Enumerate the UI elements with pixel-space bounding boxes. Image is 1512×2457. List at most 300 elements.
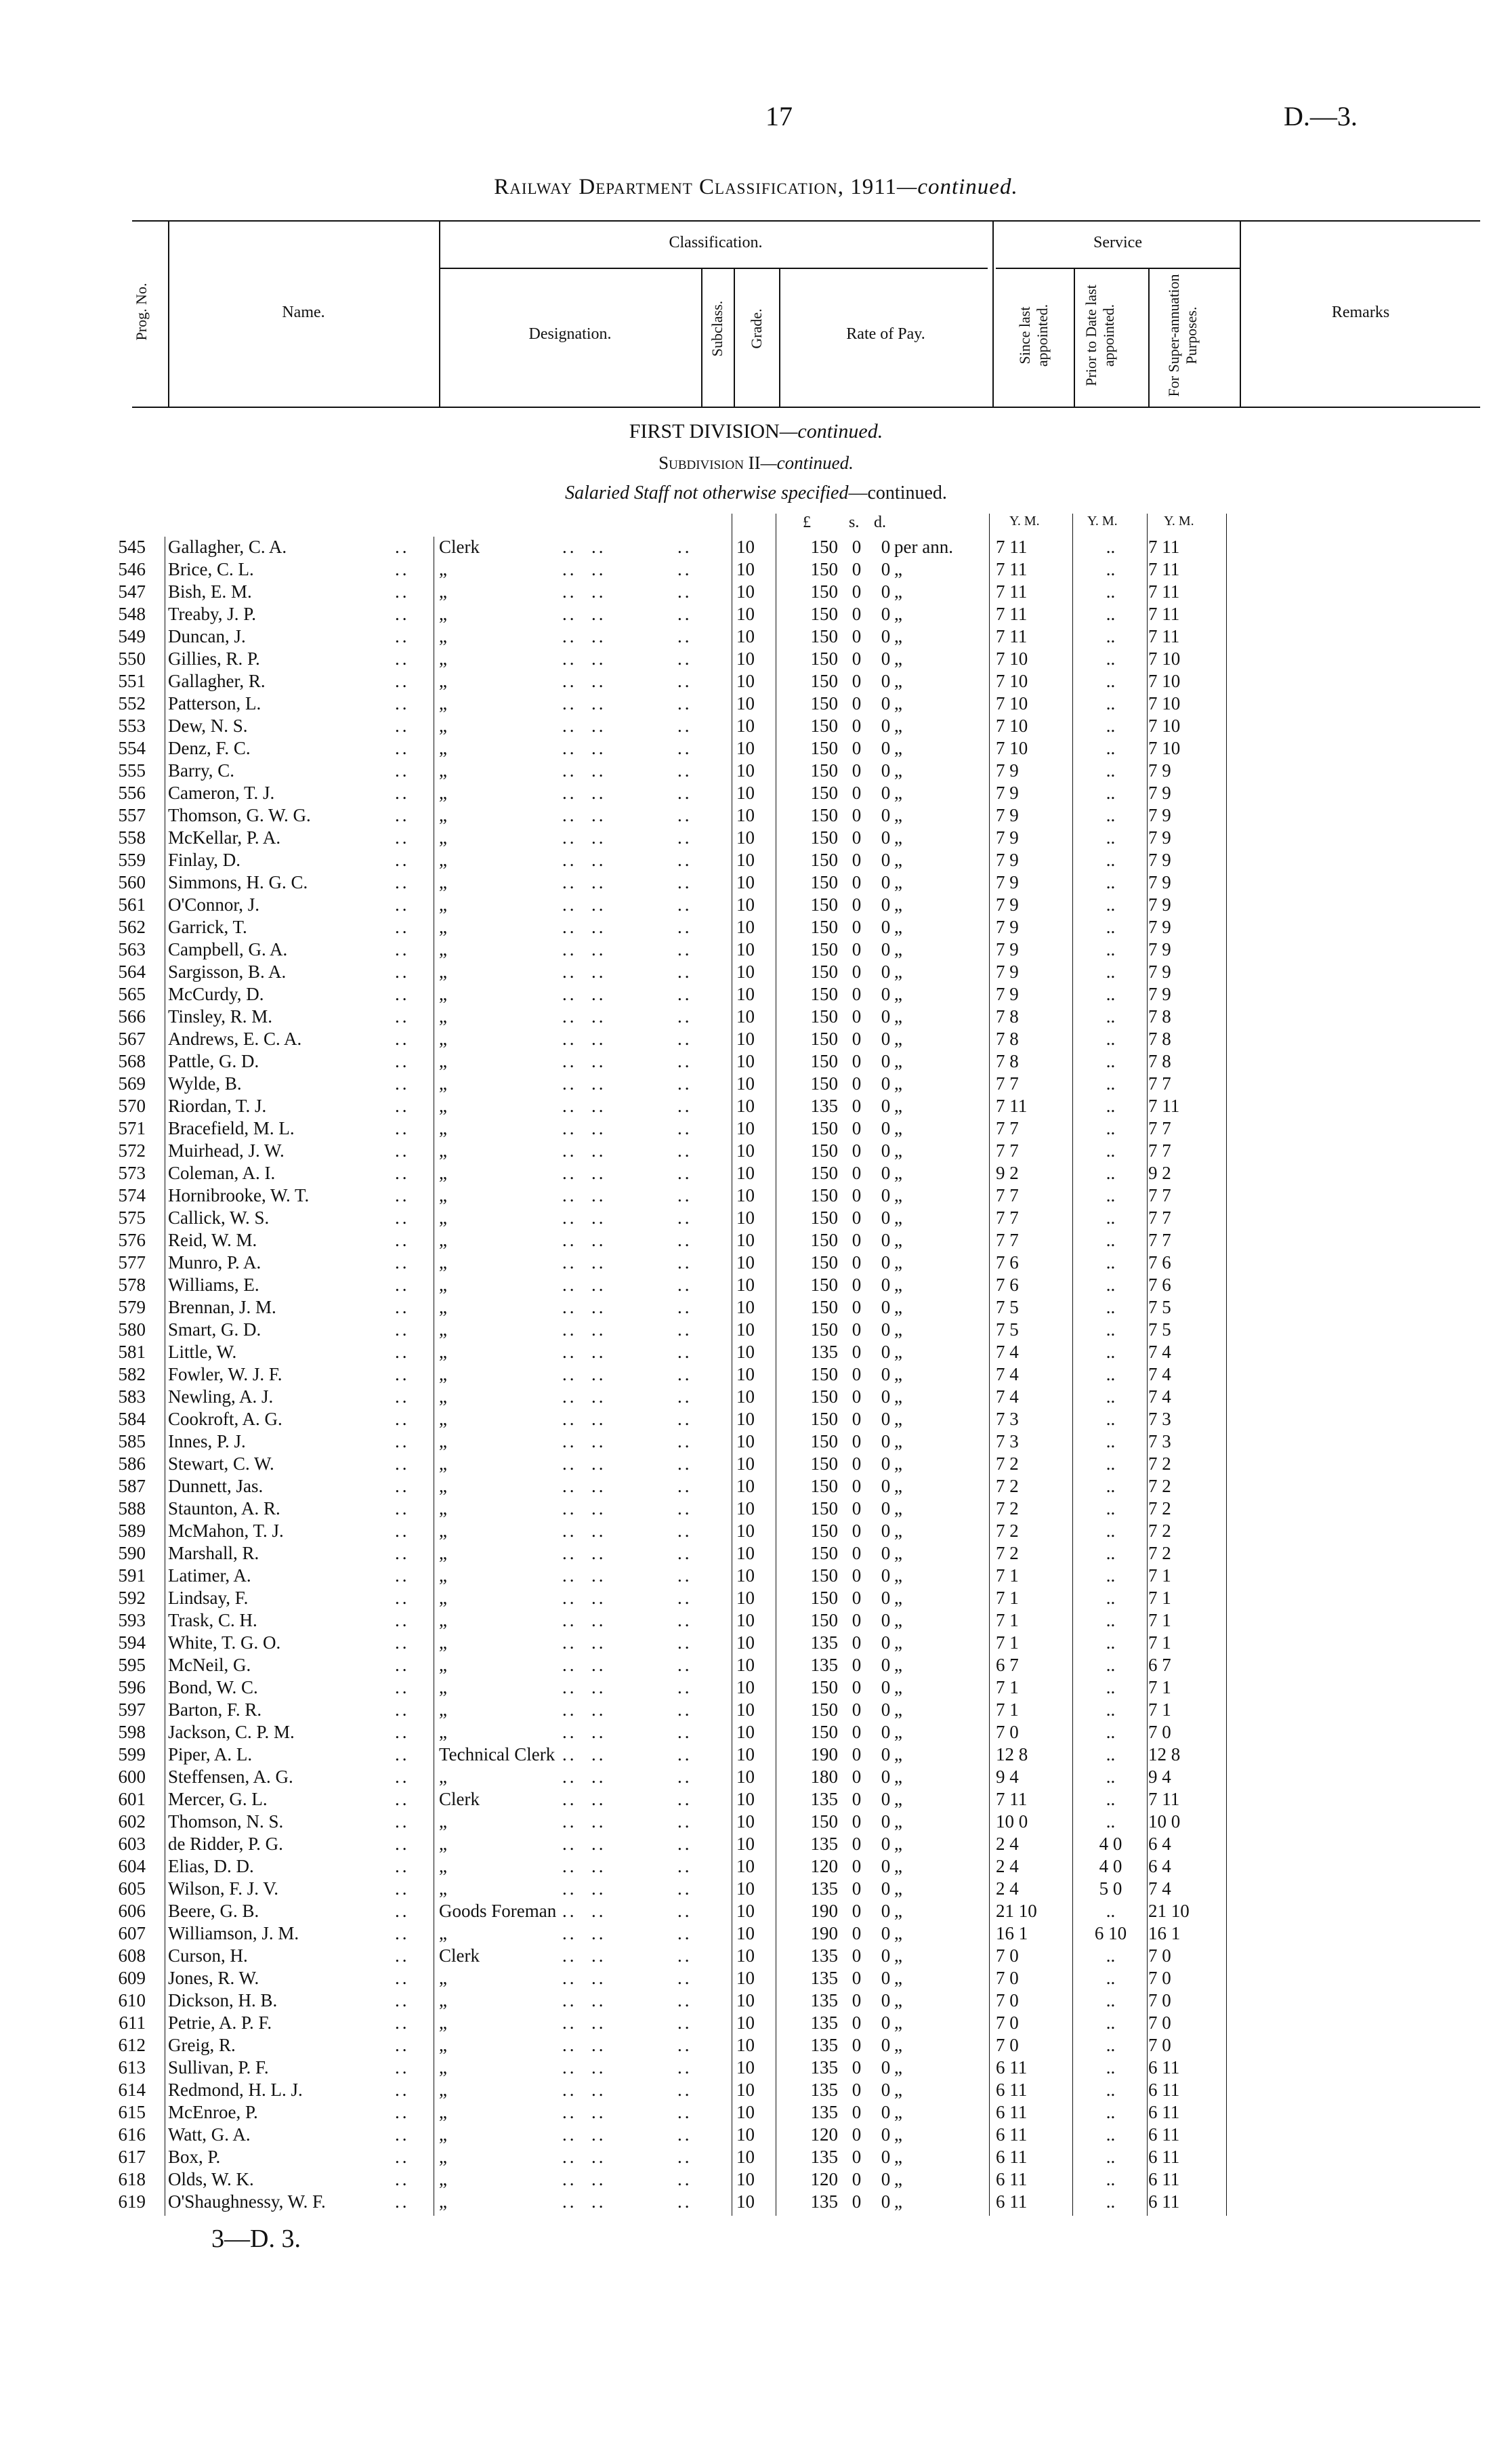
prior-cell: .. (1106, 1990, 1116, 2010)
pay-period-cell: „ (894, 1431, 902, 1451)
pay-pence-cell: 0 (881, 1923, 891, 1943)
prog-no-cell: 585 (118, 1431, 146, 1451)
pay-shillings-cell: 0 (852, 1677, 862, 1697)
pay-pounds-cell: 150 (810, 693, 838, 714)
pay-period-cell: „ (894, 1163, 902, 1183)
prog-no-cell: 594 (118, 1632, 146, 1653)
superannuation-cell: 7 10 (1148, 738, 1181, 758)
table-row (0, 2080, 1512, 2102)
since-last-cell: 7 1 (996, 1677, 1019, 1697)
leader-dots: .. (395, 1655, 410, 1675)
leader-dots: .. .. (562, 1990, 606, 2010)
leader-dots: .. (677, 693, 692, 714)
pay-pence-cell: 0 (881, 1655, 891, 1675)
superannuation-cell: 12 8 (1148, 1744, 1181, 1764)
designation-cell: „ (439, 1073, 447, 1094)
leader-dots: .. (395, 1878, 410, 1899)
col-sep-rate (992, 220, 994, 408)
name-cell: Bracefield, M. L. (168, 1118, 295, 1138)
table-row (0, 1453, 1512, 1476)
superannuation-cell: 7 7 (1148, 1230, 1171, 1250)
name-cell: Tinsley, R. M. (168, 1006, 273, 1027)
pay-shillings-cell: 0 (852, 1498, 862, 1519)
table-row (0, 2191, 1512, 2214)
leader-dots: .. .. (562, 1386, 606, 1407)
name-cell: Thomson, G. W. G. (168, 805, 311, 825)
since-last-cell: 7 1 (996, 1588, 1019, 1608)
prog-no-cell: 569 (118, 1073, 146, 1094)
designation-cell: „ (439, 2057, 447, 2078)
division-text: FIRST DIVISION (629, 420, 780, 442)
pay-pence-cell: 0 (881, 1073, 891, 1094)
pay-period-cell: „ (894, 693, 902, 714)
superannuation-cell: 7 7 (1148, 1118, 1171, 1138)
pay-pence-cell: 0 (881, 1945, 891, 1966)
pay-period-cell: „ (894, 850, 902, 870)
leader-dots: .. (677, 671, 692, 691)
since-last-cell: 12 8 (996, 1744, 1028, 1764)
prog-no-cell: 545 (118, 537, 146, 557)
designation-cell: „ (439, 1677, 447, 1697)
leader-dots: .. (395, 1945, 410, 1966)
leader-dots: .. (677, 2102, 692, 2122)
header-designation: Designation. (528, 325, 612, 343)
grade-cell: 10 (736, 1722, 755, 1742)
leader-dots: .. (395, 1968, 410, 1988)
since-last-cell: 7 11 (996, 559, 1028, 579)
prior-cell: .. (1106, 1006, 1116, 1027)
prog-no-cell: 615 (118, 2102, 146, 2122)
prior-cell: .. (1106, 1498, 1116, 1519)
leader-dots: .. (677, 1297, 692, 1317)
designation-cell: „ (439, 1029, 447, 1049)
since-last-cell: 7 11 (996, 581, 1028, 602)
leader-dots: .. (677, 783, 692, 803)
prog-no-cell: 583 (118, 1386, 146, 1407)
staff-text: Salaried Staff not otherwise specified (565, 482, 849, 503)
pay-pence-cell: 0 (881, 1319, 891, 1340)
pay-period-cell: „ (894, 1811, 902, 1832)
pay-shillings-cell: 0 (852, 581, 862, 602)
since-last-cell: 7 9 (996, 939, 1019, 959)
prior-cell: .. (1106, 1789, 1116, 1809)
prog-no-cell: 546 (118, 559, 146, 579)
leader-dots: .. (395, 1118, 410, 1138)
pay-shillings-cell: 0 (852, 962, 862, 982)
pay-pounds-cell: 150 (810, 1811, 838, 1832)
prog-no-cell: 558 (118, 827, 146, 848)
pay-pounds-cell: 135 (810, 2035, 838, 2055)
grade-cell: 10 (736, 1096, 755, 1116)
prior-cell: .. (1106, 1163, 1116, 1183)
header-prog-no: Prog. No. (133, 283, 150, 341)
table-row (0, 626, 1512, 648)
prog-no-cell: 556 (118, 783, 146, 803)
leader-dots: .. .. (562, 1923, 606, 1943)
prior-cell: .. (1106, 716, 1116, 736)
leader-dots: .. (677, 850, 692, 870)
pay-period-cell: „ (894, 917, 902, 937)
since-last-cell: 7 1 (996, 1699, 1019, 1720)
pay-pounds-cell: 150 (810, 738, 838, 758)
prog-no-cell: 598 (118, 1722, 146, 1742)
footer-signature: 3—D. 3. (211, 2225, 301, 2253)
prog-no-cell: 605 (118, 1878, 146, 1899)
leader-dots: .. (677, 917, 692, 937)
header-classification: Classification. (669, 234, 763, 251)
name-cell: Smart, G. D. (168, 1319, 261, 1340)
pay-pence-cell: 0 (881, 2012, 891, 2033)
staff-table-body (0, 537, 1512, 2214)
pay-pounds-cell: 150 (810, 581, 838, 602)
superannuation-cell: 6 7 (1148, 1655, 1171, 1675)
name-cell: Cameron, T. J. (168, 783, 275, 803)
grade-cell: 10 (736, 760, 755, 781)
prior-cell: .. (1106, 1118, 1116, 1138)
leader-dots: .. .. (562, 1498, 606, 1519)
since-last-cell: 21 10 (996, 1901, 1037, 1921)
designation-cell: „ (439, 1610, 447, 1630)
superannuation-cell: 7 2 (1148, 1476, 1171, 1496)
leader-dots: .. (677, 1073, 692, 1094)
grade-cell: 10 (736, 1319, 755, 1340)
superannuation-cell: 7 11 (1148, 604, 1180, 624)
name-cell: Fowler, W. J. F. (168, 1364, 282, 1384)
name-cell: Marshall, R. (168, 1543, 259, 1563)
leader-dots: .. (677, 1140, 692, 1161)
leader-dots: .. .. (562, 760, 606, 781)
grade-cell: 10 (736, 1029, 755, 1049)
pay-shillings-cell: 0 (852, 1096, 862, 1116)
since-last-cell: 10 0 (996, 1811, 1028, 1832)
designation-cell: „ (439, 850, 447, 870)
name-cell: Bond, W. C. (168, 1677, 258, 1697)
designation-cell: „ (439, 1856, 447, 1876)
table-row (0, 1275, 1512, 1297)
pay-pounds-cell: 180 (810, 1767, 838, 1787)
pay-pence-cell: 0 (881, 962, 891, 982)
grade-cell: 10 (736, 1207, 755, 1228)
since-last-cell: 9 2 (996, 1163, 1019, 1183)
superannuation-cell: 6 11 (1148, 2124, 1180, 2145)
designation-cell: „ (439, 648, 447, 669)
pay-shillings-cell: 0 (852, 1722, 862, 1742)
prior-cell: .. (1106, 1185, 1116, 1205)
pay-pence-cell: 0 (881, 2147, 891, 2167)
leader-dots: .. .. (562, 1543, 606, 1563)
grade-cell: 10 (736, 1632, 755, 1653)
superannuation-cell: 7 10 (1148, 693, 1181, 714)
designation-cell: „ (439, 716, 447, 736)
grade-cell: 10 (736, 962, 755, 982)
superannuation-cell: 7 9 (1148, 894, 1171, 915)
leader-dots: .. .. (562, 783, 606, 803)
pay-pence-cell: 0 (881, 671, 891, 691)
leader-dots: .. (677, 738, 692, 758)
table-row (0, 1006, 1512, 1029)
prior-cell: .. (1106, 1207, 1116, 1228)
designation-cell: „ (439, 1386, 447, 1407)
name-cell: Hornibrooke, W. T. (168, 1185, 310, 1205)
table-row (0, 1543, 1512, 1565)
pay-pence-cell: 0 (881, 872, 891, 892)
leader-dots: .. (395, 626, 410, 646)
leader-dots: .. (395, 1856, 410, 1876)
since-last-cell: 7 7 (996, 1207, 1019, 1228)
pay-pounds-cell: 150 (810, 1230, 838, 1250)
leader-dots: .. (395, 850, 410, 870)
leader-dots: .. (677, 2147, 692, 2167)
name-cell: O'Connor, J. (168, 894, 260, 915)
leader-dots: .. (677, 1856, 692, 1876)
leader-dots: .. (677, 894, 692, 915)
designation-cell: „ (439, 2102, 447, 2122)
since-last-cell: 7 7 (996, 1118, 1019, 1138)
leader-dots: .. (395, 1543, 410, 1563)
superannuation-cell: 7 8 (1148, 1006, 1171, 1027)
designation-cell: „ (439, 1767, 447, 1787)
prior-cell: .. (1106, 1968, 1116, 1988)
prior-cell: .. (1106, 1029, 1116, 1049)
designation-cell: „ (439, 738, 447, 758)
grade-cell: 10 (736, 1834, 755, 1854)
since-last-cell: 7 2 (996, 1543, 1019, 1563)
pay-shillings-cell: 0 (852, 1878, 862, 1899)
superannuation-cell: 7 8 (1148, 1051, 1171, 1071)
table-row (0, 962, 1512, 984)
pay-shillings-cell: 0 (852, 1207, 862, 1228)
leader-dots: .. (677, 1901, 692, 1921)
prior-cell: .. (1106, 693, 1116, 714)
leader-dots: .. (677, 2035, 692, 2055)
pay-pence-cell: 0 (881, 1588, 891, 1608)
pay-pounds-cell: 150 (810, 1521, 838, 1541)
leader-dots: .. (677, 1498, 692, 1519)
superannuation-cell: 7 2 (1148, 1521, 1171, 1541)
pay-period-cell: „ (894, 760, 902, 781)
leader-dots: .. .. (562, 1275, 606, 1295)
pay-period-cell: „ (894, 2102, 902, 2122)
grade-cell: 10 (736, 984, 755, 1004)
designation-cell: „ (439, 1655, 447, 1675)
prior-to-date-text: Prior to Date last appointed. (1083, 285, 1117, 386)
pay-pounds-cell: 150 (810, 1409, 838, 1429)
superannuation-cell: 7 11 (1148, 581, 1180, 602)
table-row (0, 827, 1512, 850)
pay-pounds-cell: 150 (810, 917, 838, 937)
table-row (0, 738, 1512, 760)
pay-pence-cell: 0 (881, 1051, 891, 1071)
pay-period-cell: „ (894, 738, 902, 758)
pay-pence-cell: 0 (881, 1722, 891, 1742)
superannuation-cell: 7 0 (1148, 1722, 1171, 1742)
leader-dots: .. (677, 1632, 692, 1653)
prior-cell: .. (1106, 1521, 1116, 1541)
leader-dots: .. (395, 1163, 410, 1183)
leader-dots: .. .. (562, 1789, 606, 1809)
name-cell: Petrie, A. P. F. (168, 2012, 272, 2033)
grade-cell: 10 (736, 648, 755, 669)
designation-cell: „ (439, 1699, 447, 1720)
designation-cell: „ (439, 1297, 447, 1317)
grade-cell: 10 (736, 1453, 755, 1474)
grade-cell: 10 (736, 2057, 755, 2078)
header-rate-of-pay: Rate of Pay. (846, 325, 925, 343)
name-cell: Curson, H. (168, 1945, 248, 1966)
grade-cell: 10 (736, 1409, 755, 1429)
table-row (0, 1655, 1512, 1677)
pay-pence-cell: 0 (881, 581, 891, 602)
name-cell: Jackson, C. P. M. (168, 1722, 295, 1742)
pay-pence-cell: 0 (881, 2035, 891, 2055)
superannuation-cell: 16 1 (1148, 1923, 1181, 1943)
name-cell: Little, W. (168, 1342, 237, 1362)
leader-dots: .. .. (562, 1834, 606, 1854)
grade-cell: 10 (736, 2147, 755, 2167)
pay-period-cell: „ (894, 1096, 902, 1116)
since-last-cell: 7 7 (996, 1140, 1019, 1161)
designation-cell: „ (439, 917, 447, 937)
superannuation-cell: 7 9 (1148, 783, 1171, 803)
table-row (0, 2124, 1512, 2147)
designation-cell: „ (439, 1521, 447, 1541)
pay-shillings-cell: 0 (852, 1811, 862, 1832)
name-cell: de Ridder, P. G. (168, 1834, 283, 1854)
pay-pounds-cell: 150 (810, 1297, 838, 1317)
pay-shillings-cell: 0 (852, 738, 862, 758)
designation-cell: „ (439, 1163, 447, 1183)
name-cell: Barton, F. R. (168, 1699, 262, 1720)
table-row (0, 939, 1512, 962)
pay-shillings-cell: 0 (852, 1610, 862, 1630)
pay-shillings-cell: 0 (852, 2080, 862, 2100)
leader-dots: .. .. (562, 1722, 606, 1742)
pay-pence-cell: 0 (881, 1543, 891, 1563)
subdivision-heading (0, 453, 1512, 474)
pay-shillings-cell: 0 (852, 1163, 862, 1183)
prior-cell: .. (1106, 1901, 1116, 1921)
pay-pounds-cell: 135 (810, 2147, 838, 2167)
leader-dots: .. .. (562, 1476, 606, 1496)
pay-pence-cell: 0 (881, 1699, 891, 1720)
leader-dots: .. .. (562, 2191, 606, 2212)
pay-period-cell: „ (894, 1275, 902, 1295)
since-last-cell: 6 11 (996, 2191, 1028, 2212)
designation-cell: „ (439, 2191, 447, 2212)
pay-period-cell: „ (894, 1207, 902, 1228)
leader-dots: .. (677, 1230, 692, 1250)
table-row (0, 1901, 1512, 1923)
header-subclass: Subclass. (709, 300, 726, 357)
name-cell: Dew, N. S. (168, 716, 248, 736)
designation-cell: „ (439, 760, 447, 781)
designation-cell: „ (439, 1632, 447, 1653)
pay-pence-cell: 0 (881, 1677, 891, 1697)
grade-cell: 10 (736, 1275, 755, 1295)
table-row (0, 894, 1512, 917)
superannuation-cell: 7 0 (1148, 2035, 1171, 2055)
pay-pounds-cell: 150 (810, 1252, 838, 1273)
pay-pounds-cell: 150 (810, 962, 838, 982)
grade-cell: 10 (736, 1699, 755, 1720)
superannuation-cell: 7 0 (1148, 2012, 1171, 2033)
prog-no-cell: 602 (118, 1811, 146, 1832)
pay-period-cell: „ (894, 894, 902, 915)
prior-cell: .. (1106, 1073, 1116, 1094)
prog-no-cell: 604 (118, 1856, 146, 1876)
superannuation-cell: 7 0 (1148, 1990, 1171, 2010)
leader-dots: .. (395, 604, 410, 624)
grade-cell: 10 (736, 850, 755, 870)
table-row (0, 1073, 1512, 1096)
pay-period-cell: „ (894, 1476, 902, 1496)
since-last-cell: 7 0 (996, 1968, 1019, 1988)
prior-cell: .. (1106, 1409, 1116, 1429)
superannuation-cell: 10 0 (1148, 1811, 1181, 1832)
designation-cell: „ (439, 1409, 447, 1429)
prog-no-cell: 589 (118, 1521, 146, 1541)
leader-dots: .. (677, 2012, 692, 2033)
table-row (0, 1811, 1512, 1834)
name-cell: Simmons, H. G. C. (168, 872, 308, 892)
pay-period-cell: „ (894, 671, 902, 691)
pay-pence-cell: 0 (881, 2102, 891, 2122)
prog-no-cell: 606 (118, 1901, 146, 1921)
since-last-cell: 7 2 (996, 1476, 1019, 1496)
pay-pence-cell: 0 (881, 1096, 891, 1116)
leader-dots: .. .. (562, 1207, 606, 1228)
leader-dots: .. (677, 1677, 692, 1697)
leader-dots: .. (677, 1722, 692, 1742)
leader-dots: .. (677, 1699, 692, 1720)
prog-no-cell: 619 (118, 2191, 146, 2212)
name-cell: Cookroft, A. G. (168, 1409, 282, 1429)
name-cell: Gallagher, C. A. (168, 537, 287, 557)
pay-shillings-cell: 0 (852, 1364, 862, 1384)
leader-dots: .. .. (562, 2057, 606, 2078)
pay-shillings-cell: 0 (852, 1006, 862, 1027)
pay-pence-cell: 0 (881, 2057, 891, 2078)
table-row (0, 1588, 1512, 1610)
designation-cell: „ (439, 1051, 447, 1071)
designation-cell: „ (439, 2169, 447, 2189)
since-last-cell: 7 8 (996, 1051, 1019, 1071)
leader-dots: .. .. (562, 2147, 606, 2167)
prog-no-cell: 603 (118, 1834, 146, 1854)
prior-cell: .. (1106, 1767, 1116, 1787)
staff-heading (0, 482, 1512, 504)
pay-period-cell: „ (894, 1722, 902, 1742)
since-last-cell: 7 7 (996, 1185, 1019, 1205)
division-suffix: —continued. (779, 420, 883, 442)
pay-pounds-cell: 150 (810, 1476, 838, 1496)
pay-shillings-cell: 0 (852, 2124, 862, 2145)
leader-dots: .. (395, 1386, 410, 1407)
superannuation-cell: 7 1 (1148, 1588, 1171, 1608)
designation-cell: „ (439, 1565, 447, 1586)
pay-shillings-cell: 0 (852, 2035, 862, 2055)
grade-cell: 10 (736, 1073, 755, 1094)
prior-cell: .. (1106, 1386, 1116, 1407)
superannuation-cell: 7 4 (1148, 1342, 1171, 1362)
prior-cell: .. (1106, 2191, 1116, 2212)
prior-cell: .. (1106, 1632, 1116, 1653)
leader-dots: .. (395, 1230, 410, 1250)
since-last-cell: 7 10 (996, 671, 1028, 691)
grade-cell: 10 (736, 626, 755, 646)
since-last-cell: 16 1 (996, 1923, 1028, 1943)
grade-cell: 10 (736, 1498, 755, 1519)
